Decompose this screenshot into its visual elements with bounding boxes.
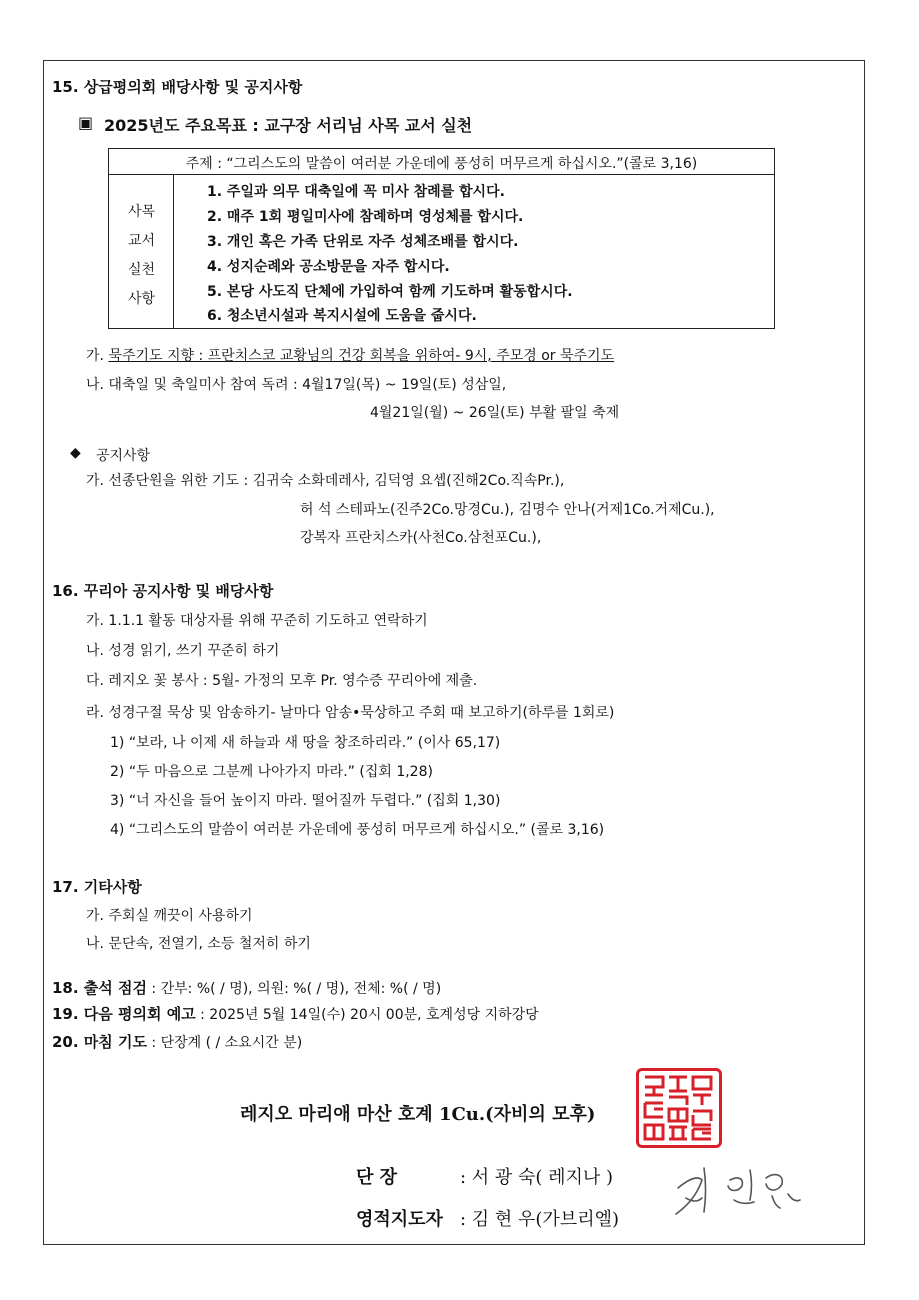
organization-name: 레지오 마리애 마산 호계 1Cu.(자비의 모후) (240, 1104, 596, 1125)
theme-text: 주제 : “그리스도의 말씀이 여러분 가운데에 풍성히 머무르게 하십시오.”(콜로 3,16) (185, 156, 698, 172)
feast-mass-line-1: 나. 대축일 및 축일미사 참여 독려 : 4월17일(목) ~ 19일(토) 성삼일, (86, 377, 507, 393)
seal-glyphs (639, 1071, 719, 1145)
guideline-item: 5. 본당 사도직 단체에 가입하여 함께 기도하며 활동합시다. (207, 284, 573, 300)
verse-item: 1) “보라, 나 이제 새 하늘과 새 땅을 창조하리라.” (이사 65,17) (110, 735, 501, 751)
rosary-intention: 가. 묵주기도 지향 : 프란치스코 교황님의 건강 회복을 위하여- 9시, 주모경 or 묵주기도 (86, 348, 615, 364)
verse-item: 4) “그리스도의 말씀이 여러분 가운데에 풍성히 머무르게 하십시오.” (콜로 3,16) (110, 822, 605, 838)
attendance-check: 18. 출석 점검 : 간부: %( / 명), 의원: %( / 명), 전체: %( / 명) (52, 979, 442, 997)
annual-goal: 2025년도 주요목표 : 교구장 서리님 사목 교서 실천 (104, 116, 473, 135)
director-title: 영적지도자 (356, 1209, 443, 1230)
side-label-line: 교서 (127, 233, 156, 249)
theme-row (109, 149, 774, 175)
section-17-heading: 17. 기타사항 (52, 878, 142, 896)
section-16-heading: 16. 꾸리아 공지사항 및 배당사항 (52, 582, 274, 600)
goal-bullet-icon: ▣ (78, 113, 94, 132)
notice-title: 공지사항 (96, 448, 151, 464)
handwritten-signature (668, 1158, 803, 1218)
pastoral-guideline-table (108, 148, 775, 329)
curia-line: 다. 레지오 꽃 봉사 : 5월- 가정의 모후 Pr. 영수증 꾸리아에 제출. (86, 673, 478, 689)
notice-bullet-icon: ◆ (70, 445, 81, 461)
verse-item: 3) “너 자신을 들어 높이지 마라. 떨어질까 두렵다.” (집회 1,30) (110, 793, 501, 809)
side-label (109, 175, 174, 328)
prayer-line-2: 허 석 스테파노(진주2Co.망경Cu.), 김명수 안나(거제1Co.거제Cu.), (300, 502, 715, 518)
guideline-item: 3. 개인 혹은 가족 단위로 자주 성체조배를 합시다. (207, 234, 519, 250)
feast-mass-line-2: 4월21일(월) ~ 26일(토) 부활 팔일 축제 (370, 405, 620, 421)
leader-name: : 서 광 숙( 레지나 ) (460, 1167, 614, 1188)
guideline-item: 2. 매주 1회 평일미사에 참례하며 영성체를 합시다. (207, 209, 524, 225)
closing-prayer: 20. 마침 기도 : 단장계 ( / 소요시간 분) (52, 1033, 303, 1051)
curia-line: 가. 1.1.1 활동 대상자를 위해 꾸준히 기도하고 연락하기 (86, 613, 428, 629)
guideline-item: 6. 청소년시설과 복지시설에 도움을 줍시다. (207, 308, 477, 324)
misc-line: 나. 문단속, 전열기, 소등 철저히 하기 (86, 936, 311, 952)
misc-line: 가. 주회실 깨끗이 사용하기 (86, 908, 253, 924)
prayer-line-3: 강복자 프란치스카(사천Co.삼천포Cu.), (300, 530, 542, 546)
curia-line: 라. 성경구절 묵상 및 암송하기- 날마다 암송•묵상하고 주회 때 보고하기(하루를 1회로) (86, 705, 615, 721)
next-meeting: 19. 다음 평의회 예고 : 2025년 5월 14일(수) 20시 00분, 호계성당 지하강당 (52, 1005, 539, 1023)
prayer-line-1: 가. 선종단원을 위한 기도 : 김귀숙 소화데레사, 김덕영 요셉(진해2Co.직속Pr.), (86, 473, 565, 489)
verse-item: 2) “두 마음으로 그분께 나아가지 마라.” (집회 1,28) (110, 764, 433, 780)
side-label-line: 사항 (127, 291, 156, 307)
section-15-heading: 15. 상급평의회 배당사항 및 공지사항 (52, 78, 303, 96)
guideline-item: 4. 성지순례와 공소방문을 자주 합시다. (207, 259, 450, 275)
official-seal (636, 1068, 722, 1148)
leader-title: 단 장 (356, 1167, 398, 1188)
guideline-item: 1. 주일과 의무 대축일에 꼭 미사 참례를 합시다. (207, 184, 505, 200)
side-label-line: 실천 (127, 262, 156, 278)
curia-line: 나. 성경 읽기, 쓰기 꾸준히 하기 (86, 643, 280, 659)
director-name: : 김 현 우(가브리엘) (460, 1209, 619, 1230)
side-label-line: 사목 (127, 204, 156, 220)
